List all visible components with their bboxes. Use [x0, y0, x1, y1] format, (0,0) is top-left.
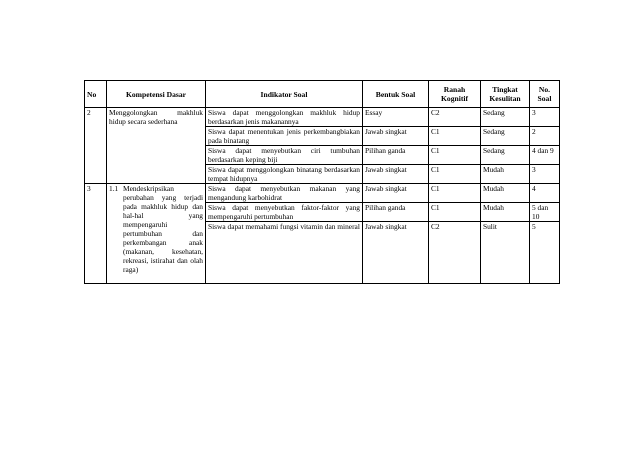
cell-indikator: Siswa dapat menggolongkan binatang berdasarkan tempat hidupnya: [206, 165, 363, 184]
kisi-kisi-table: [84, 80, 560, 284]
cell-ranah: C1: [429, 165, 481, 184]
cell-ranah: C1: [429, 127, 481, 146]
cell-indikator: Siswa dapat menyebutkan faktor-faktor yang mempengaruhi pertumbuhan: [206, 203, 363, 222]
kd-text: Mendeskripsikan perubahan yang terjadi pada makhluk hidup dan hal-hal yang mempengaruhi pertumbuhan dan perkembangan anak (makanan, kesehatan, rekreasi, istirahat dan olah raga): [123, 184, 203, 274]
table-row: [85, 108, 560, 127]
cell-tingkat: Sedang: [481, 127, 530, 146]
cell-ranah: C1: [429, 184, 481, 203]
cell-no-soal: 4: [530, 184, 560, 203]
cell-bentuk: Pilihan ganda: [363, 203, 429, 222]
cell-tingkat: Sedang: [481, 108, 530, 127]
cell-tingkat: Sedang: [481, 146, 530, 165]
cell-ranah: C1: [429, 203, 481, 222]
kd-number: 1.1: [109, 184, 119, 193]
cell-no-soal: 2: [530, 127, 560, 146]
cell-tingkat: Mudah: [481, 184, 530, 203]
header-ranah-kognitif: Ranah Kognitif: [429, 81, 481, 108]
kd-list-item: [109, 184, 203, 274]
cell-kompetensi-dasar: Menggolongkan makhluk hidup secara sederhana: [107, 108, 206, 184]
cell-kompetensi-dasar: [107, 184, 206, 284]
header-tingkat-kesulitan: Tingkat Kesulitan: [481, 81, 530, 108]
header-no-soal: No. Soal: [530, 81, 560, 108]
header-no: No: [85, 81, 107, 108]
cell-bentuk: Jawab singkat: [363, 165, 429, 184]
cell-indikator: Siswa dapat memahami fungsi vitamin dan mineral: [206, 222, 363, 284]
cell-no-soal: 5 dan 10: [530, 203, 560, 222]
cell-indikator: Siswa dapat menggolongkan makhluk hidup berdasarkan jenis makanannya: [206, 108, 363, 127]
cell-tingkat: Sulit: [481, 222, 530, 284]
cell-no-soal: 3: [530, 165, 560, 184]
table-body: [85, 108, 560, 284]
table-row: [85, 184, 560, 203]
cell-ranah: C2: [429, 222, 481, 284]
cell-bentuk: Pilihan ganda: [363, 146, 429, 165]
header-bentuk-soal: Bentuk Soal: [363, 81, 429, 108]
cell-bentuk: Essay: [363, 108, 429, 127]
cell-indikator: Siswa dapat menyebutkan makanan yang mengandung karbohidrat: [206, 184, 363, 203]
cell-ranah: C2: [429, 108, 481, 127]
cell-no: 2: [85, 108, 107, 184]
cell-bentuk: Jawab singkat: [363, 184, 429, 203]
cell-indikator: Siswa dapat menentukan jenis perkembangbiakan pada binatang: [206, 127, 363, 146]
cell-no: 3: [85, 184, 107, 284]
cell-bentuk: Jawab singkat: [363, 222, 429, 284]
table-header: [85, 81, 560, 108]
cell-bentuk: Jawab singkat: [363, 127, 429, 146]
cell-no-soal: 5: [530, 222, 560, 284]
cell-tingkat: Mudah: [481, 165, 530, 184]
header-kompetensi-dasar: Kompetensi Dasar: [107, 81, 206, 108]
cell-no-soal: 3: [530, 108, 560, 127]
cell-tingkat: Mudah: [481, 203, 530, 222]
cell-ranah: C1: [429, 146, 481, 165]
cell-no-soal: 4 dan 9: [530, 146, 560, 165]
header-indikator-soal: Indikator Soal: [206, 81, 363, 108]
cell-indikator: Siswa dapat menyebutkan ciri tumbuhan berdasarkan keping biji: [206, 146, 363, 165]
